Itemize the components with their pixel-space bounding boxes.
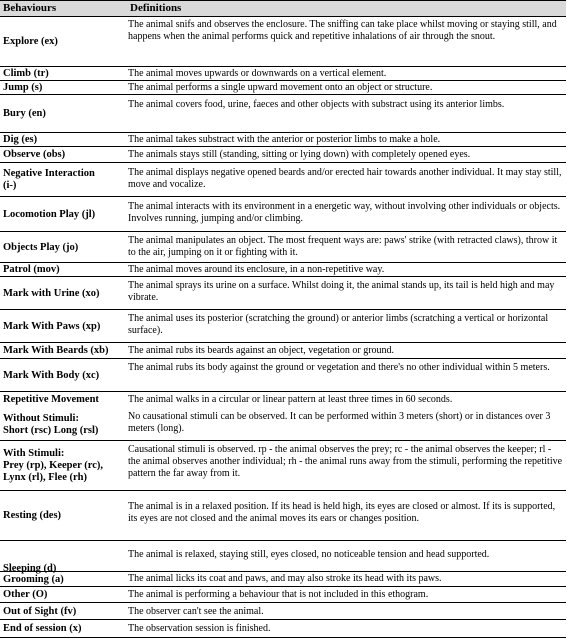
table-row	[0, 541, 566, 572]
table-row	[0, 95, 566, 133]
behaviour-cell: Resting (des)	[3, 510, 62, 521]
table-row	[0, 67, 566, 81]
table-row	[0, 343, 566, 359]
definition-cell: The animal licks its coat and paws, and may also stroke its head with its paws.	[128, 573, 442, 584]
definition-cell: The animal is in a relaxed position. If its head is held high, its eyes are closed or almost. If its is supported, its eyes are not closed and the animal moves its ears or changes position.	[128, 501, 556, 524]
behaviour-cell: Bury (en)	[3, 108, 46, 119]
behaviour-cell: Climb (tr)	[3, 68, 49, 79]
definition-cell: The animal is performing a behaviour that is not included in this ethogram.	[128, 589, 429, 600]
definition-cell: The animal is relaxed, staying still, eyes closed, no noticeable tension and head supported.	[128, 549, 490, 560]
behaviour-cell: Without Stimuli: Short (rsc) Long (rsl)	[3, 412, 99, 436]
definition-cell: The animal walks in a circular or linear pattern at least three times in 60 seconds.	[128, 394, 453, 405]
table-row	[0, 81, 566, 95]
definition-cell: The animal performs a single upward movement onto an object or structure.	[128, 82, 433, 93]
behaviour-cell: Mark With Body (xc)	[3, 369, 100, 381]
table-row	[0, 491, 566, 541]
definition-cell: No causational stimuli can be observed. It can be performed within 3 meters (short) or in distances over 3 meters (long).	[128, 411, 551, 434]
definition-cell: The animal manipulates an object. The most frequent ways are: paws' strike (with retracted claws), throw it to the air, jumping on it or fighting with it.	[128, 235, 558, 258]
table-row	[0, 17, 566, 67]
table-row	[0, 133, 566, 147]
table-row	[0, 408, 566, 441]
table-row	[0, 441, 566, 491]
behaviour-cell: Other (O)	[3, 589, 48, 600]
behaviour-cell: Explore (ex)	[3, 36, 58, 47]
definition-cell: The observer can't see the animal.	[128, 606, 264, 617]
table-bottom-border	[0, 637, 566, 638]
header-behaviours: Behaviours	[3, 2, 57, 14]
behaviour-cell: With Stimuli: Prey (rp), Keeper (rc), Lynx (rl), Flee (rh)	[3, 448, 103, 483]
table-row	[0, 232, 566, 263]
definition-cell: The animal moves around its enclosure, in a non-repetitive way.	[128, 264, 385, 275]
behaviour-cell: End of session (x)	[3, 622, 82, 634]
behaviour-cell: Mark with Urine (xo)	[3, 287, 100, 299]
table-row	[0, 572, 566, 587]
table-header	[0, 0, 566, 17]
definition-cell: The animal takes substract with the anterior or posterior limbs to make a hole.	[128, 134, 441, 145]
behaviour-cell: Out of Sight (fv)	[3, 605, 77, 617]
definition-cell: The animal rubs its beards against an object, vegetation or ground.	[128, 345, 395, 356]
definition-cell: The animal rubs its body against the ground or vegetation and there's no other individual within 5 meters.	[128, 362, 550, 373]
definition-cell: The animal covers food, urine, faeces and other objects with substract using its anterior limbs.	[128, 99, 505, 110]
header-definitions: Definitions	[130, 2, 182, 14]
behaviour-cell: Objects Play (jo)	[3, 241, 79, 253]
table-row	[0, 359, 566, 392]
table-row	[0, 587, 566, 603]
definition-cell: The animals stays still (standing, sitting or lying down) with completely opened eyes.	[128, 149, 471, 160]
table-row	[0, 163, 566, 197]
definition-cell: The animal snifs and observes the enclosure. The sniffing can take place whilst moving or staying still, and happens when the animal performs quick and repetitive inhalations of air through the snout.	[128, 19, 557, 42]
table-row	[0, 392, 566, 408]
behaviour-cell: Negative Interaction (i-)	[3, 168, 95, 191]
table-row	[0, 620, 566, 637]
behaviour-cell: Grooming (a)	[3, 573, 64, 585]
behaviour-cell: Mark With Paws (xp)	[3, 320, 101, 332]
behaviour-cell: Locomotion Play (jl)	[3, 208, 96, 220]
definition-cell: The animal displays negative opened beards and/or erected hair towards another individual. It may stay still, move and vocalize.	[128, 167, 562, 190]
definition-cell: The animal sprays its urine on a surface. Whilst doing it, the animal stands up, its tail is held high and may vibrate.	[128, 280, 555, 303]
behaviour-cell: Dig (es)	[3, 134, 38, 145]
table-row	[0, 277, 566, 310]
table-row	[0, 603, 566, 620]
table-row	[0, 147, 566, 163]
definition-cell: The animal moves upwards or downwards on a vertical element.	[128, 68, 387, 79]
definition-cell: The observation session is finished.	[128, 623, 271, 634]
behaviour-cell: Observe (obs)	[3, 149, 66, 160]
table-row	[0, 310, 566, 343]
definition-cell: The animal interacts with its environment in a energetic way, without involving other individuals or objects. Involves running, jumping and/or climbing.	[128, 201, 561, 224]
definition-cell: Causational stimuli is observed. rp - the animal observes the prey; rc - the animal observes the keeper; rl - the animal observes another individual; rh - the animal runs away from the stimuli, performing the repetitive pattern the far away from it.	[128, 444, 563, 479]
definition-cell: The animal uses its posterior (scratching the ground) or anterior limbs (scratching a vertical or horizontal surface).	[128, 313, 549, 336]
table-row	[0, 197, 566, 232]
behaviour-cell: Repetitive Movement	[3, 394, 99, 405]
table-row	[0, 263, 566, 277]
behaviour-cell: Mark With Beards (xb)	[3, 345, 109, 356]
behaviour-cell: Sleeping (d)	[3, 562, 57, 574]
behaviour-cell: Jump (s)	[3, 82, 43, 93]
behaviour-cell: Patrol (mov)	[3, 264, 60, 275]
